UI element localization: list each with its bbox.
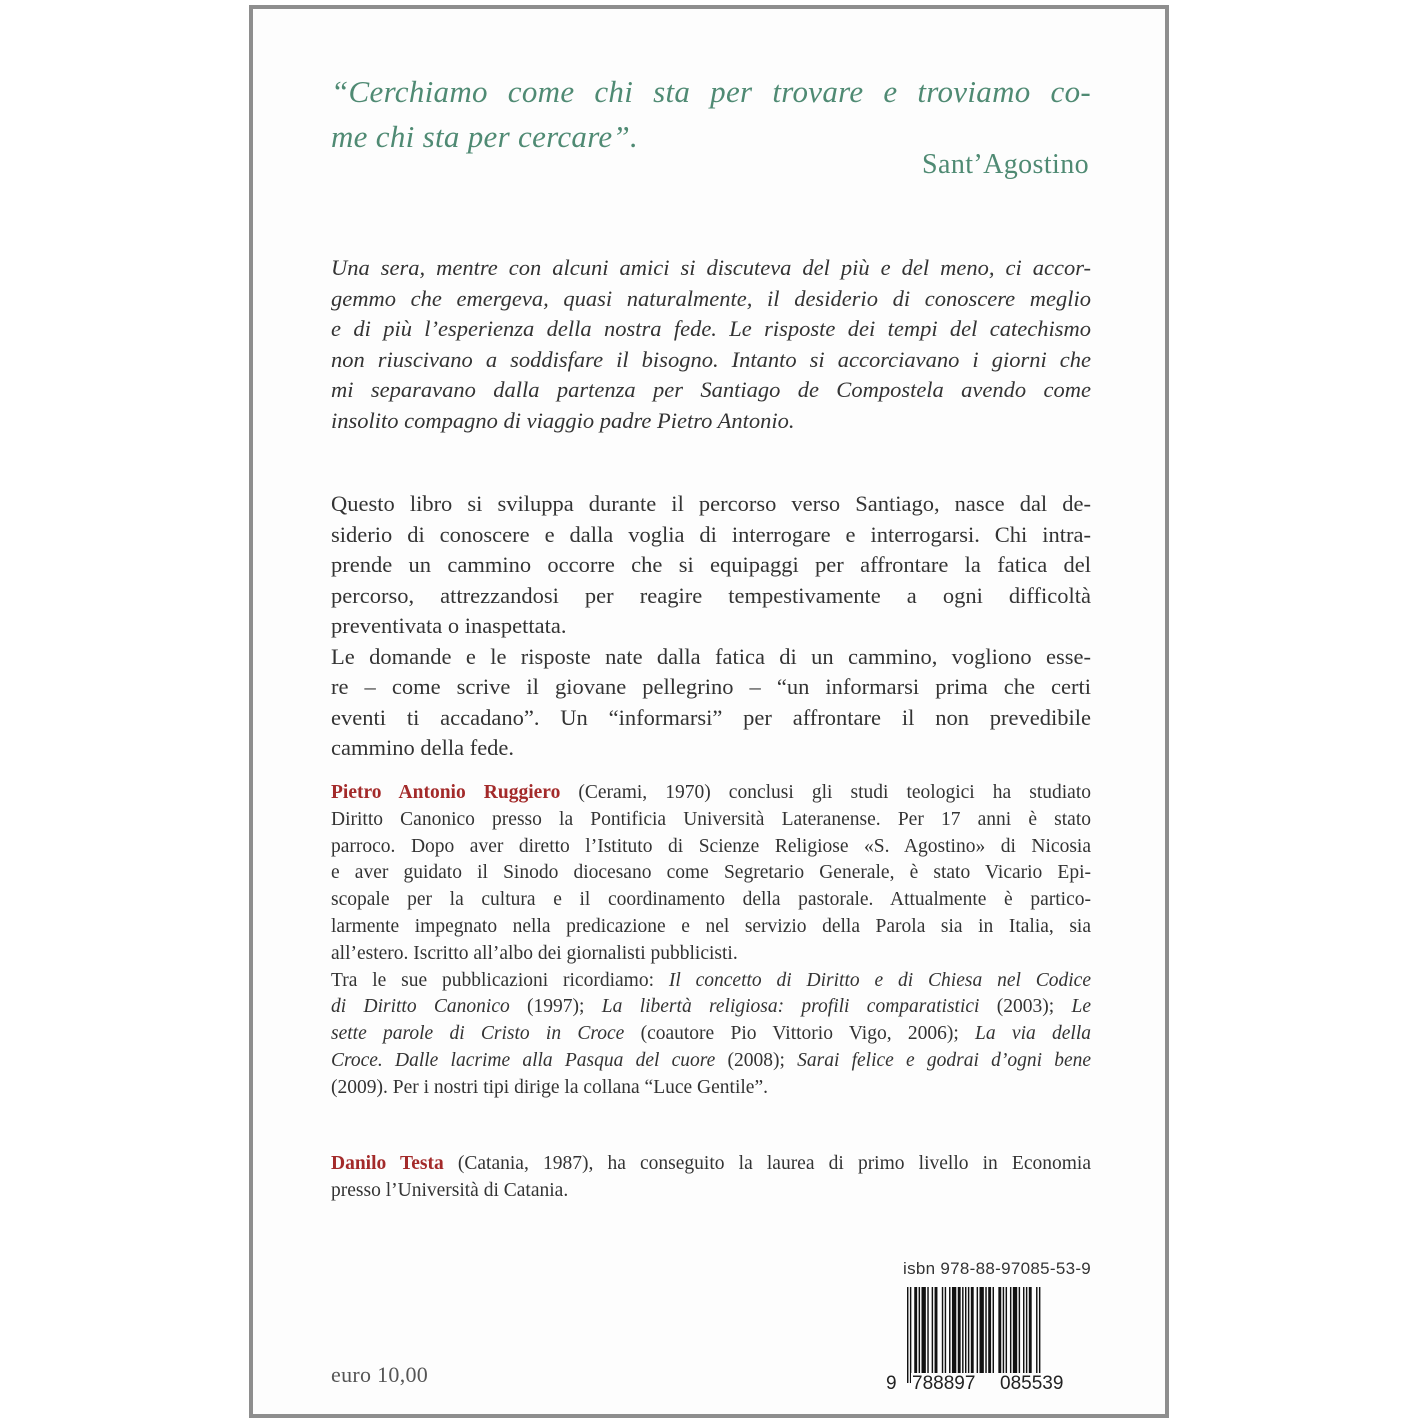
author-name: Danilo Testa (331, 1153, 444, 1174)
publication-title: La via della (975, 1023, 1091, 1045)
description-paragraph (331, 489, 1091, 764)
barcode-bar (1006, 1287, 1007, 1373)
bio-line (331, 994, 1091, 1021)
description-line: cammino della fede. (331, 735, 515, 760)
description-line: siderio di conoscere e dalla voglia di interrogare e interrogarsi. Chi intra- (331, 521, 1091, 547)
description-line: percorso, attrezzandosi per reagire tempestivamente a ogni difficoltà (331, 582, 1091, 608)
intro-line: mi separavano dalla partenza per Santiago de Compostela avendo come (331, 377, 1091, 402)
barcode-bar (998, 1287, 1001, 1373)
barcode-bar (927, 1287, 928, 1373)
description-line: Questo libro si sviluppa durante il percorso verso Santiago, nasce dal de- (331, 491, 1091, 516)
barcode-bar (1029, 1287, 1032, 1373)
barcode-bar (988, 1287, 991, 1373)
barcode-bar (965, 1287, 966, 1373)
author-bio-ruggiero (331, 780, 1091, 1102)
barcode-bar (980, 1287, 984, 1373)
barcode-bar (1013, 1287, 1017, 1373)
bio-line: larmente impegnato nella predicazione e nel servizio della Parola sia in Italia, sia (331, 915, 1091, 937)
bio-line (331, 780, 1091, 807)
bio-line: e aver guidato il Sinodo diocesano come Segretario Generale, è stato Vicario Epi- (331, 862, 1091, 884)
description-line: prende un cammino occorre che si equipaggi per affrontare la fatica del (331, 552, 1091, 577)
barcode-bar (977, 1287, 978, 1373)
barcode-bar (907, 1287, 908, 1383)
publication-title: di Diritto Canonico (331, 996, 510, 1018)
barcode (905, 1287, 1087, 1383)
publication-note: (coautore Pio Vittorio Vigo, 2006); (624, 1023, 976, 1045)
publication-year: (2003); (979, 996, 1072, 1018)
author-bio-testa (331, 1151, 1091, 1205)
barcode-bar (1003, 1287, 1004, 1373)
book-back-cover (249, 5, 1169, 1418)
bio-line (331, 1048, 1091, 1075)
barcode-bar (968, 1287, 969, 1373)
description-line: preventivata o inaspettata. (331, 613, 567, 638)
intro-line: e di più l’esperienza della nostra fede. Le risposte dei tempi del catechismo (331, 316, 1091, 341)
quote-author: Sant’Agostino (922, 149, 1089, 180)
barcode-bar (932, 1287, 933, 1373)
description-line: Le domande e le risposte nate dalla fatica di un cammino, vogliono esse- (331, 643, 1091, 669)
barcode-bar (958, 1287, 961, 1373)
bio-line (331, 1151, 1091, 1178)
barcode-bar (1026, 1287, 1027, 1373)
intro-line: gemmo che emergeva, quasi naturalmente, il desiderio di conoscere meglio (331, 285, 1091, 311)
barcode-digit-group: 085539 (1000, 1373, 1064, 1394)
publication-title: Il concetto di Diritto e di Chiesa nel Codice (668, 969, 1091, 991)
barcode-bar (935, 1287, 938, 1373)
isbn-label: isbn 978-88-97085-53-9 (903, 1259, 1092, 1278)
barcode-bar (1010, 1287, 1011, 1373)
publication-title: Le (1071, 996, 1091, 1018)
barcode-bar (1039, 1287, 1040, 1383)
bio-line: presso l’Università di Catania. (331, 1179, 569, 1201)
barcode-bar (962, 1287, 963, 1373)
publications-intro: Tra le sue pubblicazioni ricordiamo: (331, 969, 669, 991)
barcode-bar (945, 1287, 946, 1373)
publication-title: Croce. Dalle lacrime alla Pasqua del cuore (331, 1049, 716, 1071)
barcode-bar (942, 1287, 943, 1373)
barcode-bar (952, 1287, 956, 1373)
barcode-bar (919, 1287, 920, 1373)
barcode-bar (1023, 1287, 1024, 1373)
price-label: euro 10,00 (331, 1362, 429, 1387)
publication-year: (1997); (509, 996, 602, 1018)
author-name: Pietro Antonio Ruggiero (331, 782, 561, 803)
publication-year: (2008); (715, 1049, 798, 1071)
publication-title: La libertà religiosa: profili comparatistici (601, 996, 980, 1018)
intro-line: Una sera, mentre con alcuni amici si discuteva del più e del meno, ci accor- (331, 255, 1091, 280)
epigraph-quote (331, 69, 1091, 159)
bio-text: (Cerami, 1970) conclusi gli studi teologici ha studiato (560, 782, 1091, 803)
bio-line (331, 968, 1091, 995)
description-line: re – come scrive il giovane pellegrino – “un informarsi prima che certi (331, 674, 1091, 699)
quote-line: “Cerchiamo come chi sta per trovare e troviamo co- (331, 74, 1091, 109)
intro-line: non riuscivano a soddisfare il bisogno. Intanto si accorciavano i giorni che (331, 346, 1091, 372)
publication-title: Sarai felice e godrai d’ogni bene (797, 1049, 1092, 1071)
intro-paragraph (331, 253, 1091, 436)
barcode-bar (971, 1287, 974, 1373)
bio-line: parroco. Dopo aver diretto l’Istituto di Scienze Religiose «S. Agostino» di Nicosia (331, 835, 1091, 857)
bio-line: all’estero. Iscritto all’albo dei giornalisti pubblicisti. (331, 942, 738, 964)
description-line: eventi ti accadano”. Un “informarsi” per affrontare il non prevedibile (331, 704, 1091, 730)
barcode-bar (1036, 1287, 1037, 1383)
barcode-bar (922, 1287, 926, 1373)
barcode-bar (985, 1287, 986, 1373)
publication-title: sette parole di Cristo in Croce (331, 1023, 625, 1045)
intro-line: insolito compagno di viaggio padre Pietro Antonio. (331, 407, 795, 433)
bio-text: (Catania, 1987), ha conseguito la laurea di primo livello in Economia (443, 1153, 1091, 1174)
barcode-digit-group: 788897 (912, 1373, 976, 1394)
barcode-bar (949, 1287, 950, 1373)
barcode-bar (1019, 1287, 1020, 1373)
barcode-bar (914, 1287, 917, 1373)
quote-line: me chi sta per cercare”. (331, 119, 639, 154)
bio-line (331, 1021, 1091, 1048)
barcode-bar (910, 1287, 911, 1383)
bio-line: scopale per la cultura e il coordinamento della pastorale. Attualmente è partico- (331, 889, 1091, 911)
barcode-digit-first: 9 (886, 1373, 897, 1394)
barcode-bar (993, 1287, 994, 1373)
bio-line: Diritto Canonico presso la Pontificia Università Lateranense. Per 17 anni è stato (331, 808, 1091, 830)
bio-line: (2009). Per i nostri tipi dirige la collana “Luce Gentile”. (331, 1076, 768, 1098)
